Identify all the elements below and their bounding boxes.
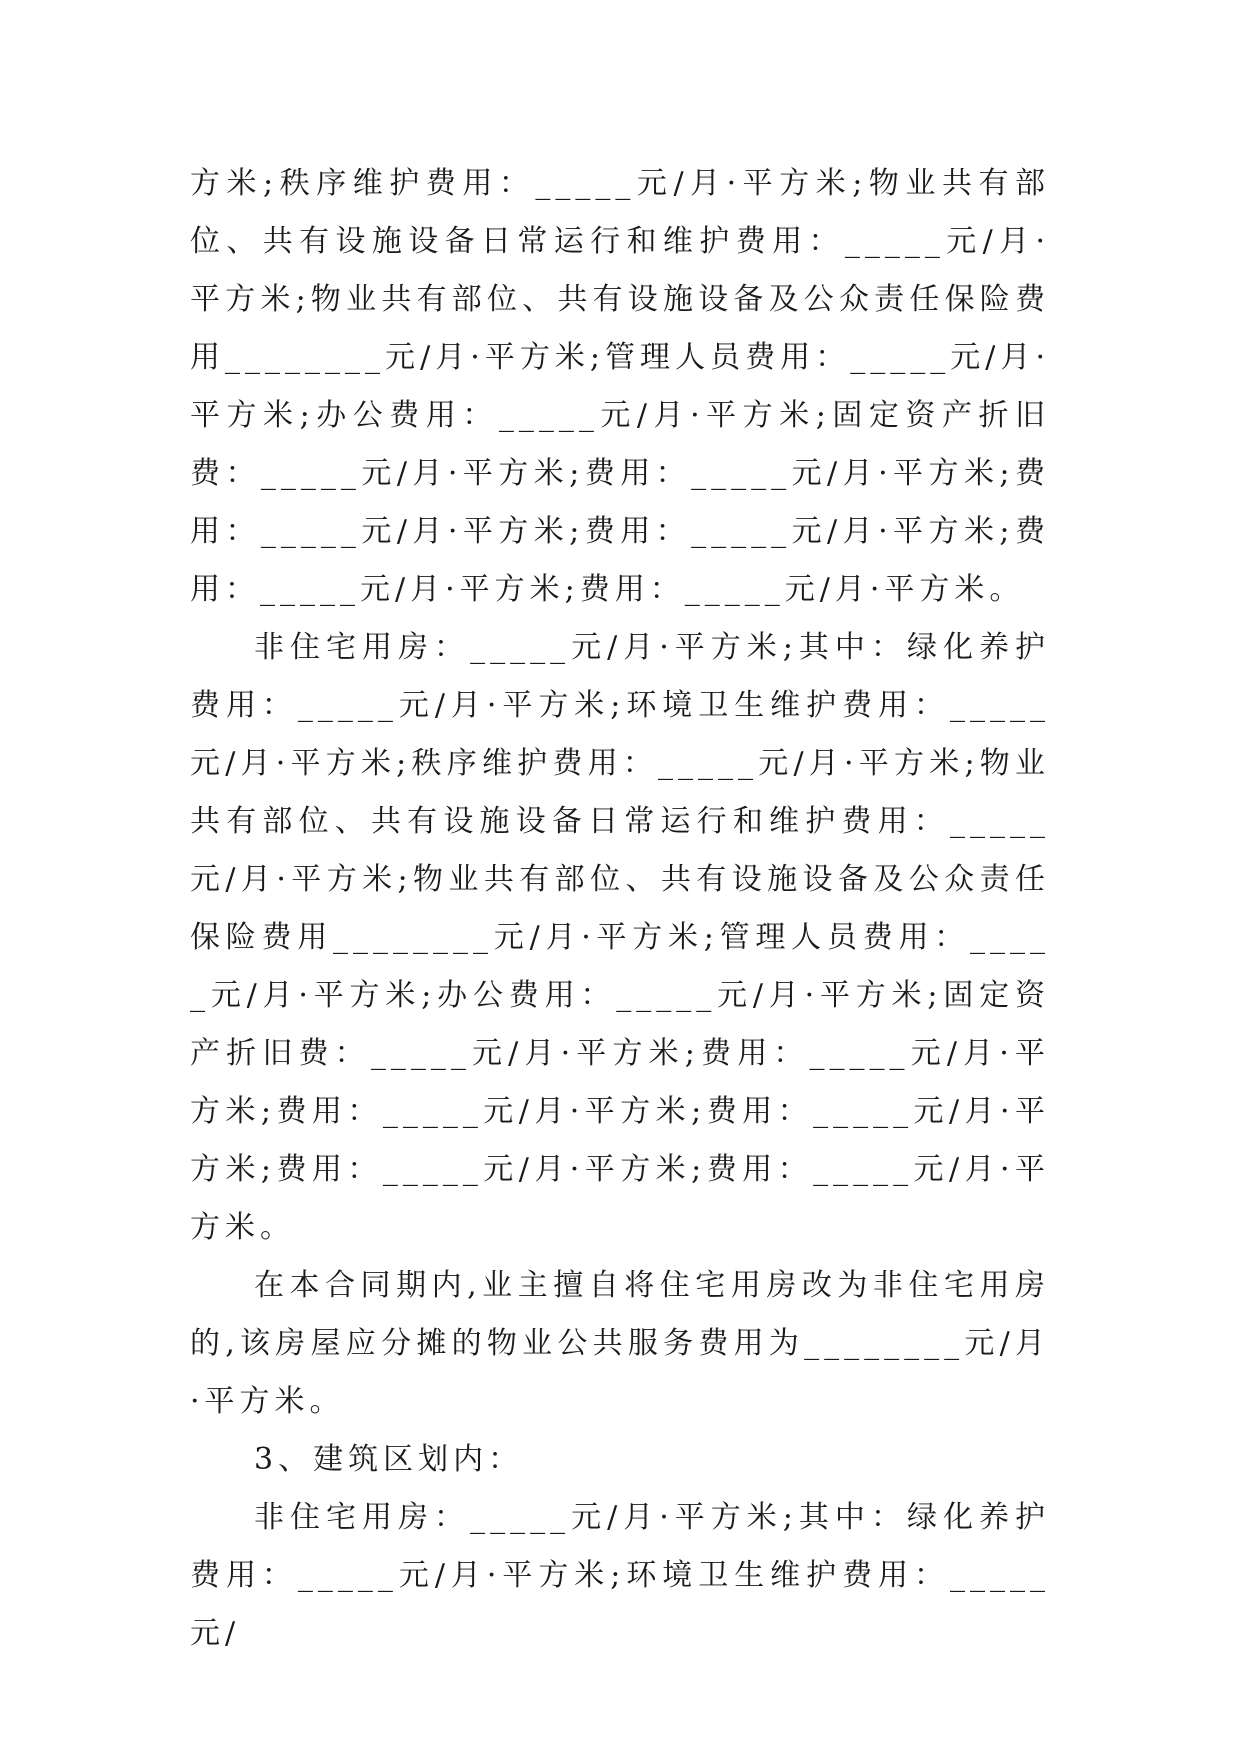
paragraph-residential-fees-continued: 方米;秩序维护费用：_____元/月·平方米;物业共有部位、共有设施设备日常运行和维护费用：_____元/月·平方米;物业共有部位、共有设施设备及公众责任保险费用________元/月·平方米;管理人员费用：_____元/月·平方米;办公费用：_____元/月·平方米;固定资产折旧费：_____元/月·平方米;费用：_____元/月·平方米;费用：_____元/月·平方米;费用：_____元/月·平方米;费用：_____元/月·平方米;费用：_____元/月·平方米。 (190, 166, 1050, 607)
paragraph-conversion-clause: 在本合同期内,业主擅自将住宅用房改为非住宅用房的,该房屋应分摊的物业公共服务费用为________元/月·平方米。 (190, 1268, 1050, 1419)
document-body (190, 155, 1050, 1663)
paragraph-building-zone-fees: 非住宅用房：_____元/月·平方米;其中：绿化养护费用：_____元/月·平方米;环境卫生维护费用：_____元/ (190, 1500, 1050, 1651)
section-heading-building-zone: 3、建筑区划内： (254, 1442, 524, 1477)
paragraph-non-residential-fees: 非住宅用房：_____元/月·平方米;其中：绿化养护费用：_____元/月·平方米;环境卫生维护费用：_____元/月·平方米;秩序维护费用：_____元/月·平方米;物业共有部位、共有设施设备日常运行和维护费用：_____元/月·平方米;物业共有部位、共有设施设备及公众责任保险费用________元/月·平方米;管理人员费用：_____元/月·平方米;办公费用：_____元/月·平方米;固定资产折旧费：_____元/月·平方米;费用：_____元/月·平方米;费用：_____元/月·平方米;费用：_____元/月·平方米;费用：_____元/月·平方米;费用：_____元/月·平方米。 (190, 630, 1050, 1245)
